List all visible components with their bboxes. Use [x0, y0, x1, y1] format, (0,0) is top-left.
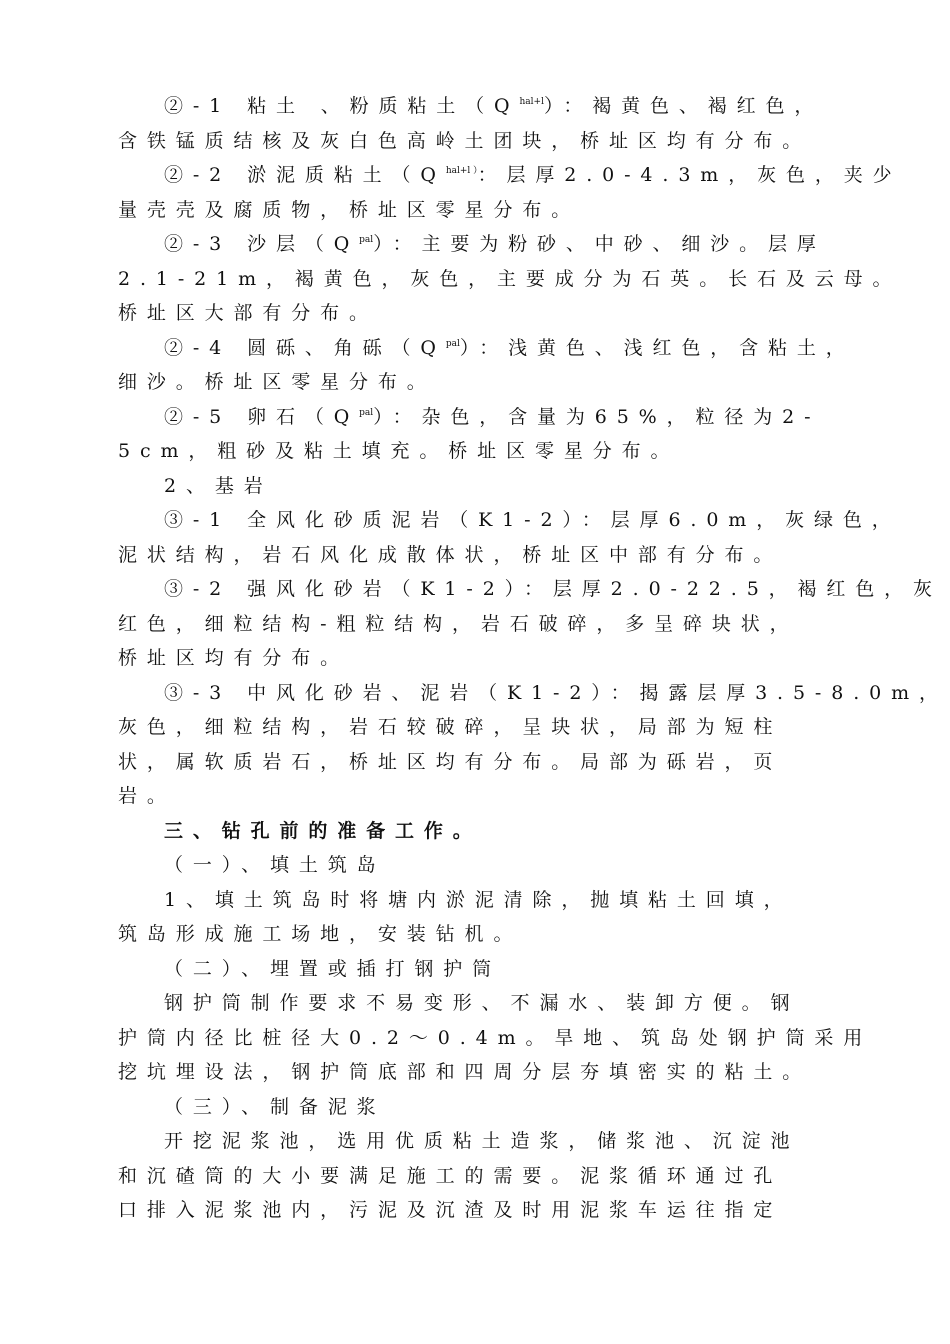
text-line: 岩。 — [118, 785, 176, 807]
text-line: 挖坑埋设法，钢护筒底部和四周分层夯填密实的粘土。 — [118, 1061, 812, 1083]
text-line: ②-2 淤泥质粘土（$Q^{hal+l )}$：层厚2.0-4.3m，灰色，夹少 — [164, 164, 902, 186]
section-heading: 三、钻孔前的准备工作。 — [164, 820, 482, 842]
text-line: ③-2 强风化砂岩（K1-2）：层厚2.0-22.5，褐红色，灰 — [164, 578, 942, 600]
subsection-heading: （一）、填土筑岛 — [164, 854, 386, 876]
text-line: 和沉碴筒的大小要满足施工的需要。泥浆循环通过孔 — [118, 1165, 783, 1187]
superscript: pal — [359, 235, 374, 245]
text-line: ②-1 粘土 、粉质粘土$(Q^{hal+l})$：褐黄色、褐红色， — [164, 95, 824, 117]
text-line: 灰色，细粒结构，岩石较破碎，呈块状，局部为短柱 — [118, 716, 783, 738]
superscript: pal — [445, 339, 460, 349]
text-line: ②-5 卵石$(Q^{pal})$：杂色，含量为65%，粒径为2- — [164, 406, 821, 428]
section-heading: 2、基岩 — [164, 475, 273, 497]
text-line: 含铁锰质结核及灰白色高岭土团块，桥址区均有分布。 — [118, 130, 812, 152]
superscript: pal — [359, 408, 374, 418]
text-line: 桥址区大部有分布。 — [118, 302, 378, 324]
text-line: 2.1-21m，褐黄色，灰色，主要成分为石英。长石及云母。 — [118, 268, 902, 290]
text-line: 量壳壳及腐质物，桥址区零星分布。 — [118, 199, 581, 221]
superscript: hal+l ） — [445, 166, 478, 176]
text-line: 开挖泥浆池，选用优质粘土造浆，储浆池、沉淀池 — [164, 1130, 800, 1152]
text-line: 桥址区均有分布。 — [118, 647, 350, 669]
text-line: 1、填土筑岛时将塘内淤泥清除，抛填粘土回填， — [164, 889, 793, 911]
text-line: 筑岛形成施工场地，安装钻机。 — [118, 923, 523, 945]
text-line: ②-4 圆砾、角砾$(Q^{pal})$：浅黄色、浅红色，含粘土， — [164, 337, 855, 359]
text-line: 5cm，粗砂及粘土填充。桥址区零星分布。 — [118, 440, 680, 462]
subsection-heading: （三）、制备泥浆 — [164, 1096, 386, 1118]
text-line: 状，属软质岩石，桥址区均有分布。局部为砾岩，页 — [118, 751, 783, 773]
text-line: ③-1 全风化砂质泥岩（K1-2）：层厚6.0m，灰绿色， — [164, 509, 901, 531]
text-line: 口排入泥浆池内，污泥及沉渣及时用泥浆车运往指定 — [118, 1199, 783, 1221]
text-line: 红色，细粒结构-粗粒结构，岩石破碎，多呈碎块状， — [118, 613, 799, 635]
text-line: ②-3 沙层$(Q^{pal})$：主要为粉砂、中砂、细沙。层厚 — [164, 233, 826, 255]
text-line: 护筒内径比桩径大0.2～0.4m。旱地、筑岛处钢护筒采用 — [118, 1027, 873, 1049]
text-line: 细沙。桥址区零星分布。 — [118, 371, 436, 393]
text-line: ③-3 中风化砂岩、泥岩（K1-2）：揭露层厚3.5-8.0m， — [164, 682, 948, 704]
superscript: hal+l — [519, 97, 544, 107]
text-line: 泥状结构，岩石风化成散体状，桥址区中部有分布。 — [118, 544, 783, 566]
subsection-heading: （二）、埋置或插打钢护筒 — [164, 958, 502, 980]
text-line: 钢护筒制作要求不易变形、不漏水、装卸方便。钢 — [164, 992, 800, 1014]
